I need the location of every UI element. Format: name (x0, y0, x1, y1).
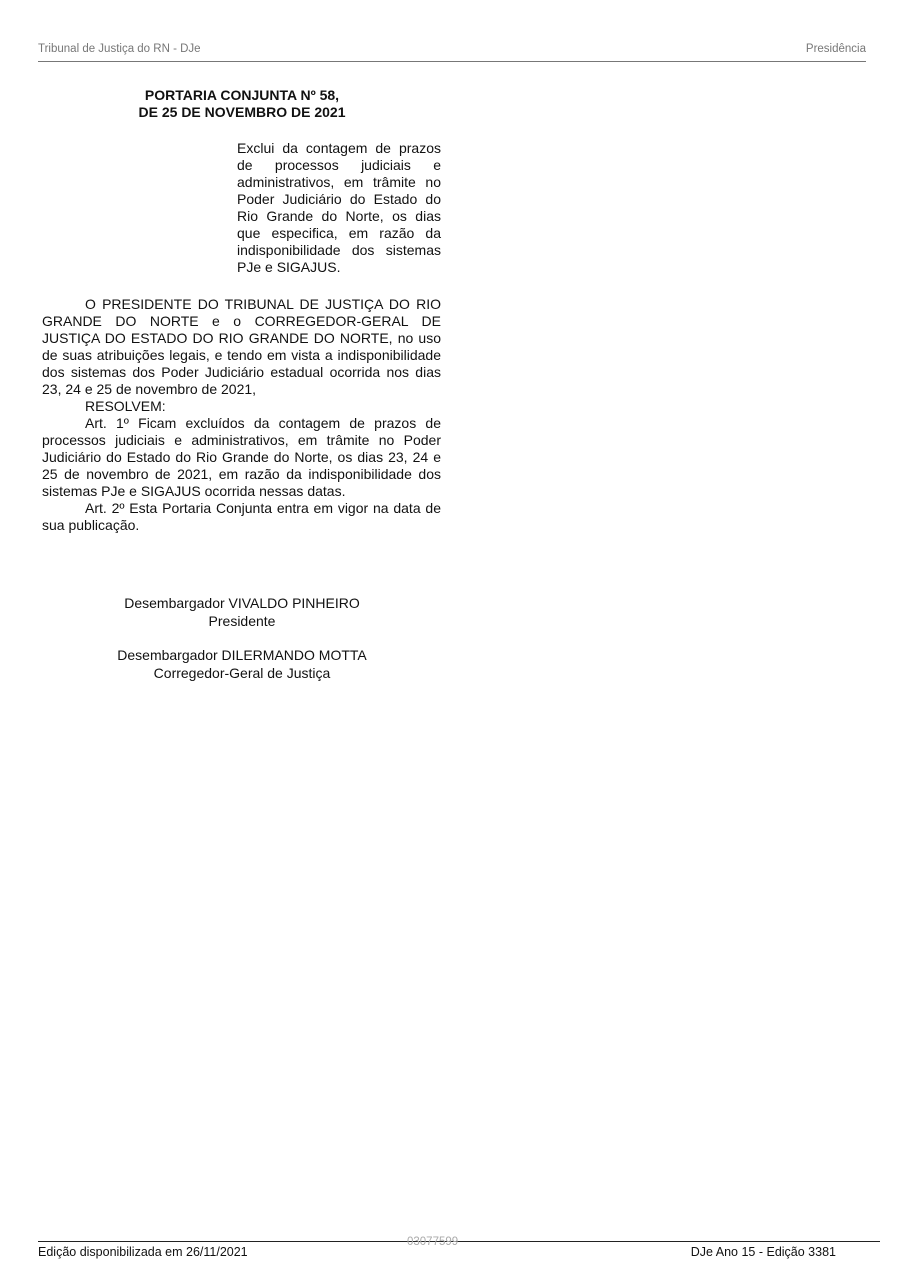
ementa: Exclui da contagem de prazos de processos judiciais e administrativos, em trâmite no Poder Judiciário do Estado do Rio Grande do Norte, os dias que especifica, em razão da indisponibilidade dos sistemas PJe e SIGAJUS. (237, 140, 441, 275)
header-divider (38, 61, 866, 62)
title-line-2: DE 25 DE NOVEMBRO DE 2021 (138, 104, 346, 120)
footer-edition-date: Edição disponibilizada em 26/11/2021 (38, 1245, 248, 1259)
footer-edition-number: DJe Ano 15 - Edição 3381 (690, 1245, 836, 1259)
document-id: 03077599 (407, 1236, 459, 1248)
signature-role: Presidente (208, 613, 276, 629)
article-1: Art. 1º Ficam excluídos da contagem de prazos de processos judiciais e administrativos, em trâmite no Poder Judiciário do Estado do Rio Grande do Norte, os dias 23, 24 e 25 de novembro de 2021, em razão da indisponibilidade dos sistemas PJe e SIGAJUS ocorrida nessas datas. (42, 415, 441, 499)
signature-president (42, 594, 442, 630)
signature-corregedor (42, 646, 442, 682)
resolvem: RESOLVEM: (85, 398, 166, 414)
title-line-1: PORTARIA CONJUNTA Nº 58, (144, 87, 340, 103)
signature-name: Desembargador VIVALDO PINHEIRO (124, 595, 360, 611)
document-title (42, 87, 442, 121)
article-2: Art. 2º Esta Portaria Conjunta entra em vigor na data de sua publicação. (42, 500, 441, 533)
signature-name: Desembargador DILERMANDO MOTTA (117, 647, 367, 663)
signature-role: Corregedor-Geral de Justiça (153, 665, 331, 681)
document-body (42, 296, 441, 534)
preamble: O PRESIDENTE DO TRIBUNAL DE JUSTIÇA DO RIO GRANDE DO NORTE e o CORREGEDOR-GERAL DE JUSTIÇA DO ESTADO DO RIO GRANDE DO NORTE, no uso de suas atribuições legais, e tendo em vista a indisponibilidade dos sistemas dos Poder Judiciário estadual ocorrida nos dias 23, 24 e 25 de novembro de 2021, (42, 296, 441, 397)
header-section: Presidência (805, 43, 866, 55)
footer-divider (38, 1241, 880, 1242)
header-source: Tribunal de Justiça do RN - DJe (38, 43, 201, 55)
